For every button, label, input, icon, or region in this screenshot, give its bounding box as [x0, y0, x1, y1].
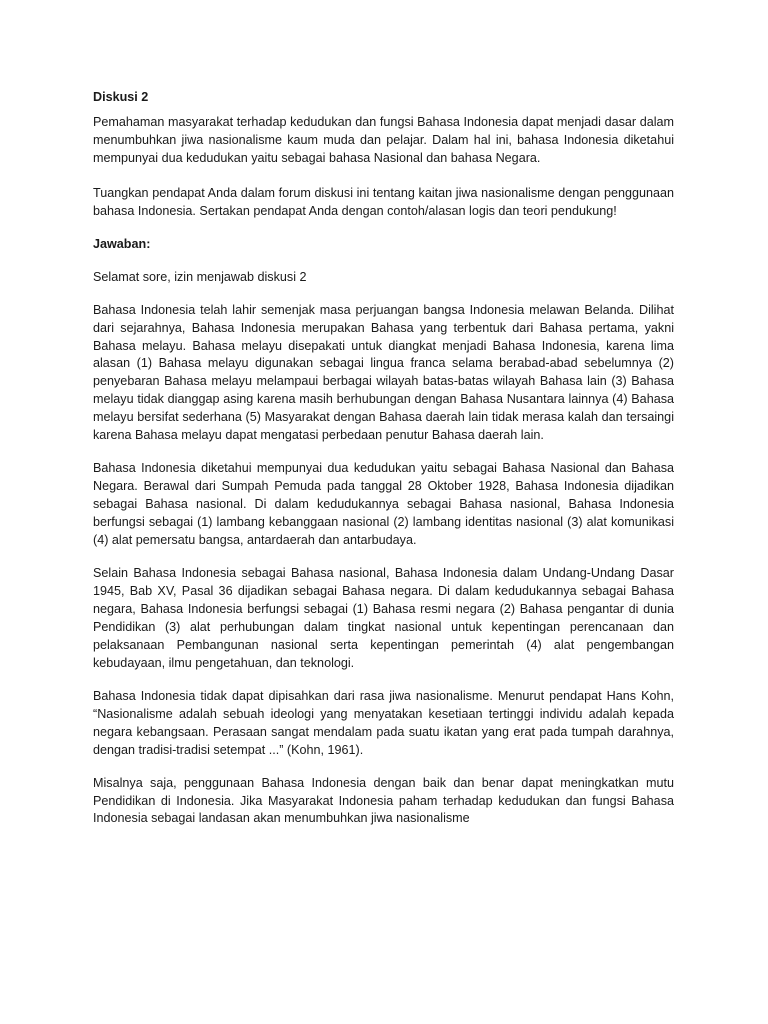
document-title: Diskusi 2: [93, 90, 149, 104]
greeting: Selamat sore, izin menjawab diskusi 2: [93, 269, 307, 284]
question-paragraph-2: Tuangkan pendapat Anda dalam forum diskusi ini tentang kaitan jiwa nasionalisme dengan penggunaan bahasa Indonesia. Sertakan pendapat Anda dengan contoh/alasan logis dan teori pendukung!: [93, 185, 674, 218]
answer-paragraph-5: Misalnya saja, penggunaan Bahasa Indonesia dengan baik dan benar dapat meningkatkan mutu Pendidikan di Indonesia. Jika Masyarakat Indonesia paham terhadap kedudukan dan fungsi Bahasa Indonesia sebagai landasan akan menumbuhkan jiwa nasionalisme: [93, 775, 674, 826]
answer-paragraph-2: Bahasa Indonesia diketahui mempunyai dua kedudukan yaitu sebagai Bahasa Nasional dan Bahasa Negara. Berawal dari Sumpah Pemuda pada tanggal 28 Oktober 1928, Bahasa Indonesia dijadikan sebagai Bahasa nasional. Di dalam kedudukannya sebagai Bahasa nasional, Bahasa Indonesia berfungsi sebagai (1) lambang kebanggaan nasional (2) lambang identitas nasional (3) alat komunikasi (4) alat pemersatu bangsa, antardaerah dan antarbudaya.: [93, 461, 674, 548]
answer-heading: Jawaban:: [93, 236, 151, 251]
document-page: [93, 89, 674, 828]
answer-paragraph-3: Selain Bahasa Indonesia sebagai Bahasa nasional, Bahasa Indonesia dalam Undang-Undang Dasar 1945, Bab XV, Pasal 36 dijadikan sebagai Bahasa negara. Di dalam kedudukannya sebagai Bahasa negara, Bahasa Indonesia berfungsi sebagai (1) Bahasa resmi negara (2) Bahasa pengantar di dunia Pendidikan (3) alat perhubungan dalam tingkat nasional untuk kepentingan perencanaan dan pelaksanaan Pembangunan nasional serta kepentingan pemerintah (4) alat pengembangan kebudayaan, ilmu pengetahuan, dan teknologi.: [93, 566, 674, 670]
answer-paragraph-1: Bahasa Indonesia telah lahir semenjak masa perjuangan bangsa Indonesia melawan Belanda. Dilihat dari sejarahnya, Bahasa Indonesia merupakan Bahasa yang terbentuk dari Bahasa pertama, yakni Bahasa melayu. Bahasa melayu disepakati untuk diangkat menjadi Bahasa Indonesia, karena lima alasan (1) Bahasa melayu digunakan sebagai lingua franca selama berabad-abad sebelumnya (2) penyebaran Bahasa melayu melampaui berbagai wilayah batas-batas wilayah Bahasa lain (3) Bahasa melayu tidak dianggap asing karena masih berhubungan dengan Bahasa Nusantara lainnya (4) Bahasa melayu bersifat sederhana (5) Masyarakat dengan Bahasa daerah lain tidak merasa kalah dan tersaingi karena Bahasa melayu dapat mengatasi perbedaan penutur Bahasa daerah lain.: [93, 302, 674, 443]
question-paragraph-1: Pemahaman masyarakat terhadap kedudukan dan fungsi Bahasa Indonesia dapat menjadi dasar dalam menumbuhkan jiwa nasionalisme kaum muda dan pelajar. Dalam hal ini, bahasa Indonesia diketahui mempunyai dua kedudukan yaitu sebagai bahasa Nasional dan bahasa Negara.: [93, 114, 674, 165]
answer-paragraph-4: Bahasa Indonesia tidak dapat dipisahkan dari rasa jiwa nasionalisme. Menurut pendapat Hans Kohn, “Nasionalisme adalah sebuah ideologi yang menyatakan kesetiaan tertinggi individu adalah kepada negara kebangsaan. Perasaan sangat mendalam pada suatu ikatan yang erat pada tumpah darahnya, dengan tradisi-tradisi setempat ...” (Kohn, 1961).: [93, 688, 674, 757]
